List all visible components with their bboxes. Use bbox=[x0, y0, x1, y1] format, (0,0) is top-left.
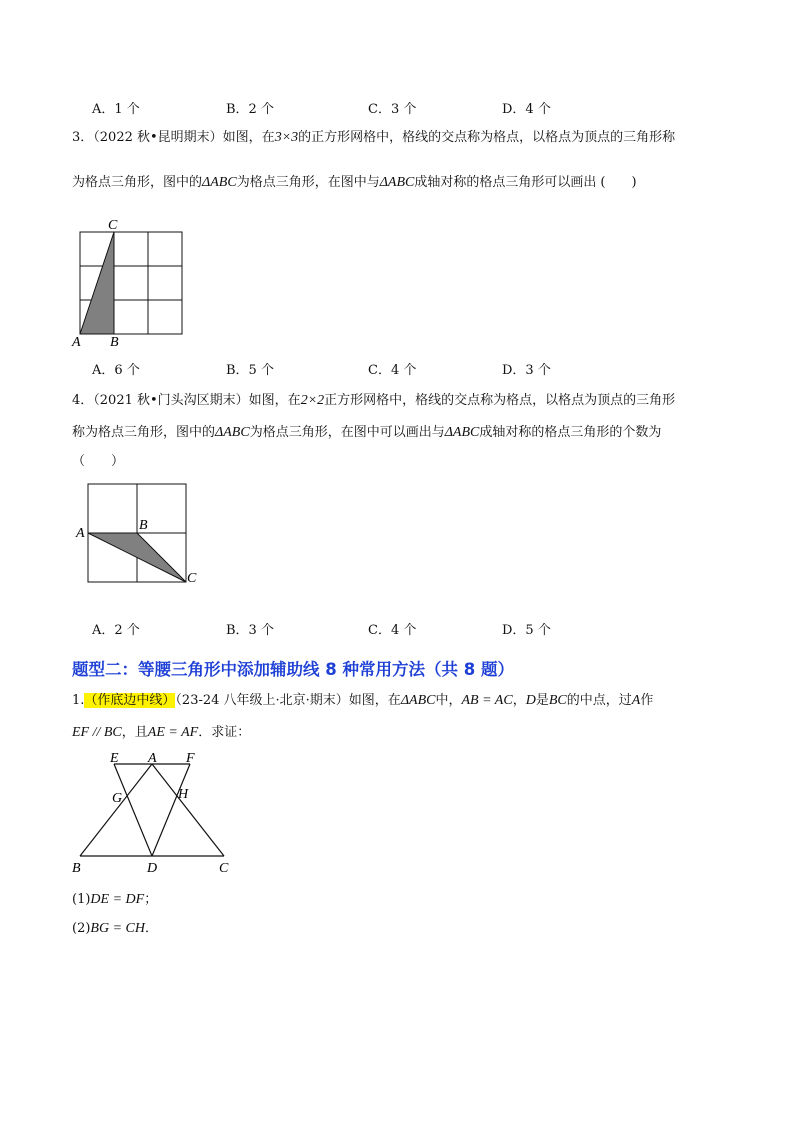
q3-text: 成轴对称的格点三角形可以画出 bbox=[414, 175, 597, 190]
p1-figure bbox=[66, 748, 246, 878]
q3-option-b: B．5 个 bbox=[226, 363, 274, 378]
p1-part2-number: (2) bbox=[72, 921, 91, 936]
p1-part2 bbox=[72, 920, 158, 938]
q2-option-b: B．2 个 bbox=[226, 102, 274, 117]
q4-text: 成轴对称的格点三角形的个数为 bbox=[479, 425, 662, 440]
q2-option-a: A．1 个 bbox=[92, 102, 140, 117]
q3-text: 的正方形网格中，格线的交点称为格点，以格点为顶点的三角形称 bbox=[298, 130, 676, 145]
q3-option-c: C．4 个 bbox=[368, 363, 417, 378]
p1-number: 1. bbox=[72, 693, 85, 708]
p1-part2-math: BG = CH bbox=[90, 921, 145, 936]
q3-text: 为格点三角形，在图中与 bbox=[236, 175, 380, 190]
p1-label-a: A bbox=[148, 751, 157, 766]
p1-part2-punct: ． bbox=[144, 921, 158, 936]
q4-line1 bbox=[72, 392, 675, 410]
q3-option-a: A．6 个 bbox=[92, 363, 140, 378]
q3-triangle-math: ΔABC bbox=[379, 175, 415, 190]
q3-number: 3． bbox=[72, 130, 94, 145]
p1-line1 bbox=[72, 692, 653, 710]
q3-label-b: B bbox=[110, 335, 119, 346]
q3-answer-blank: ( ) bbox=[600, 175, 637, 190]
p1-part1 bbox=[72, 891, 157, 909]
p1-label-b: B bbox=[72, 861, 81, 876]
p1-math: EF // BC bbox=[72, 725, 122, 740]
p1-math: AB = AC bbox=[461, 693, 513, 708]
p1-math: AE = AF bbox=[147, 725, 199, 740]
q3-shaded-triangle bbox=[80, 232, 114, 334]
p1-line2 bbox=[72, 724, 250, 742]
q4-label-c: C bbox=[187, 571, 197, 586]
p1-text: 是 bbox=[535, 693, 549, 708]
q4-line2 bbox=[72, 424, 661, 442]
p1-text: 作 bbox=[640, 693, 654, 708]
p1-label-e: E bbox=[110, 751, 119, 766]
p1-label-f: F bbox=[186, 751, 195, 766]
q4-source: （2021 秋•门头沟区期末） bbox=[93, 393, 249, 408]
p1-text: ， bbox=[512, 693, 526, 708]
p1-part1-punct: ； bbox=[144, 892, 158, 907]
q4-text: 为格点三角形，在图中可以画出与 bbox=[249, 425, 445, 440]
q4-label-b: B bbox=[139, 518, 148, 533]
p1-part1-number: (1) bbox=[72, 892, 91, 907]
q3-label-a: A bbox=[72, 335, 81, 346]
p1-text: 如图，在 bbox=[348, 693, 401, 708]
p1-text: 的中点，过 bbox=[566, 693, 632, 708]
q3-source: （2022 秋•昆明期末） bbox=[93, 130, 223, 145]
q4-text: 正方形网格中，格线的交点称为格点，以格点为顶点的三角形 bbox=[324, 393, 676, 408]
q2-option-c: C．3 个 bbox=[368, 102, 417, 117]
p1-math: D bbox=[525, 693, 536, 708]
q4-text: 如图，在 bbox=[248, 393, 301, 408]
p1-label-d: D bbox=[147, 861, 158, 876]
q3-grid-size: 3×3 bbox=[274, 130, 299, 145]
p1-math: A bbox=[631, 693, 641, 708]
p1-math: ΔABC bbox=[400, 693, 436, 708]
p1-part1-math: DE = DF bbox=[90, 892, 145, 907]
q3-line1 bbox=[72, 129, 675, 147]
p1-label-c: C bbox=[219, 861, 229, 876]
q4-label-a: A bbox=[76, 526, 85, 541]
q4-number: 4． bbox=[72, 393, 94, 408]
section-heading: 题型二：等腰三角形中添加辅助线 8 种常用方法（共 8 题） bbox=[72, 660, 514, 679]
q3-line2 bbox=[72, 174, 637, 192]
q3-label-c: C bbox=[108, 218, 118, 233]
q4-answer-blank: （ ） bbox=[72, 454, 125, 469]
p1-math: BC bbox=[548, 693, 567, 708]
q3-figure bbox=[70, 214, 190, 346]
q4-text: 称为格点三角形，图中的 bbox=[72, 425, 216, 440]
q4-option-d: D．5 个 bbox=[502, 623, 551, 638]
q2-option-d: D．4 个 bbox=[502, 102, 551, 117]
p1-label-g: G bbox=[112, 791, 123, 806]
q3-triangle-math: ΔABC bbox=[202, 175, 237, 190]
q3-option-d: D．3 个 bbox=[502, 363, 551, 378]
q4-triangle-math: ΔABC bbox=[215, 425, 250, 440]
q4-option-c: C．4 个 bbox=[368, 623, 417, 638]
p1-text: ．求证： bbox=[198, 725, 251, 740]
q4-option-b: B．3 个 bbox=[226, 623, 274, 638]
q4-figure bbox=[74, 478, 206, 588]
q3-text: 为格点三角形，图中的 bbox=[72, 175, 203, 190]
q4-option-a: A．2 个 bbox=[92, 623, 140, 638]
q4-grid-size: 2×2 bbox=[300, 393, 325, 408]
p1-text: ，且 bbox=[121, 725, 148, 740]
p1-source: （23-24 八年级上·北京·期末） bbox=[175, 693, 349, 708]
p1-method-tag: （作底边中线） bbox=[84, 693, 176, 708]
p1-text: 中， bbox=[435, 693, 462, 708]
q4-triangle-math: ΔABC bbox=[444, 425, 480, 440]
p1-label-h: H bbox=[178, 787, 189, 802]
q3-text: 如图，在 bbox=[222, 130, 275, 145]
